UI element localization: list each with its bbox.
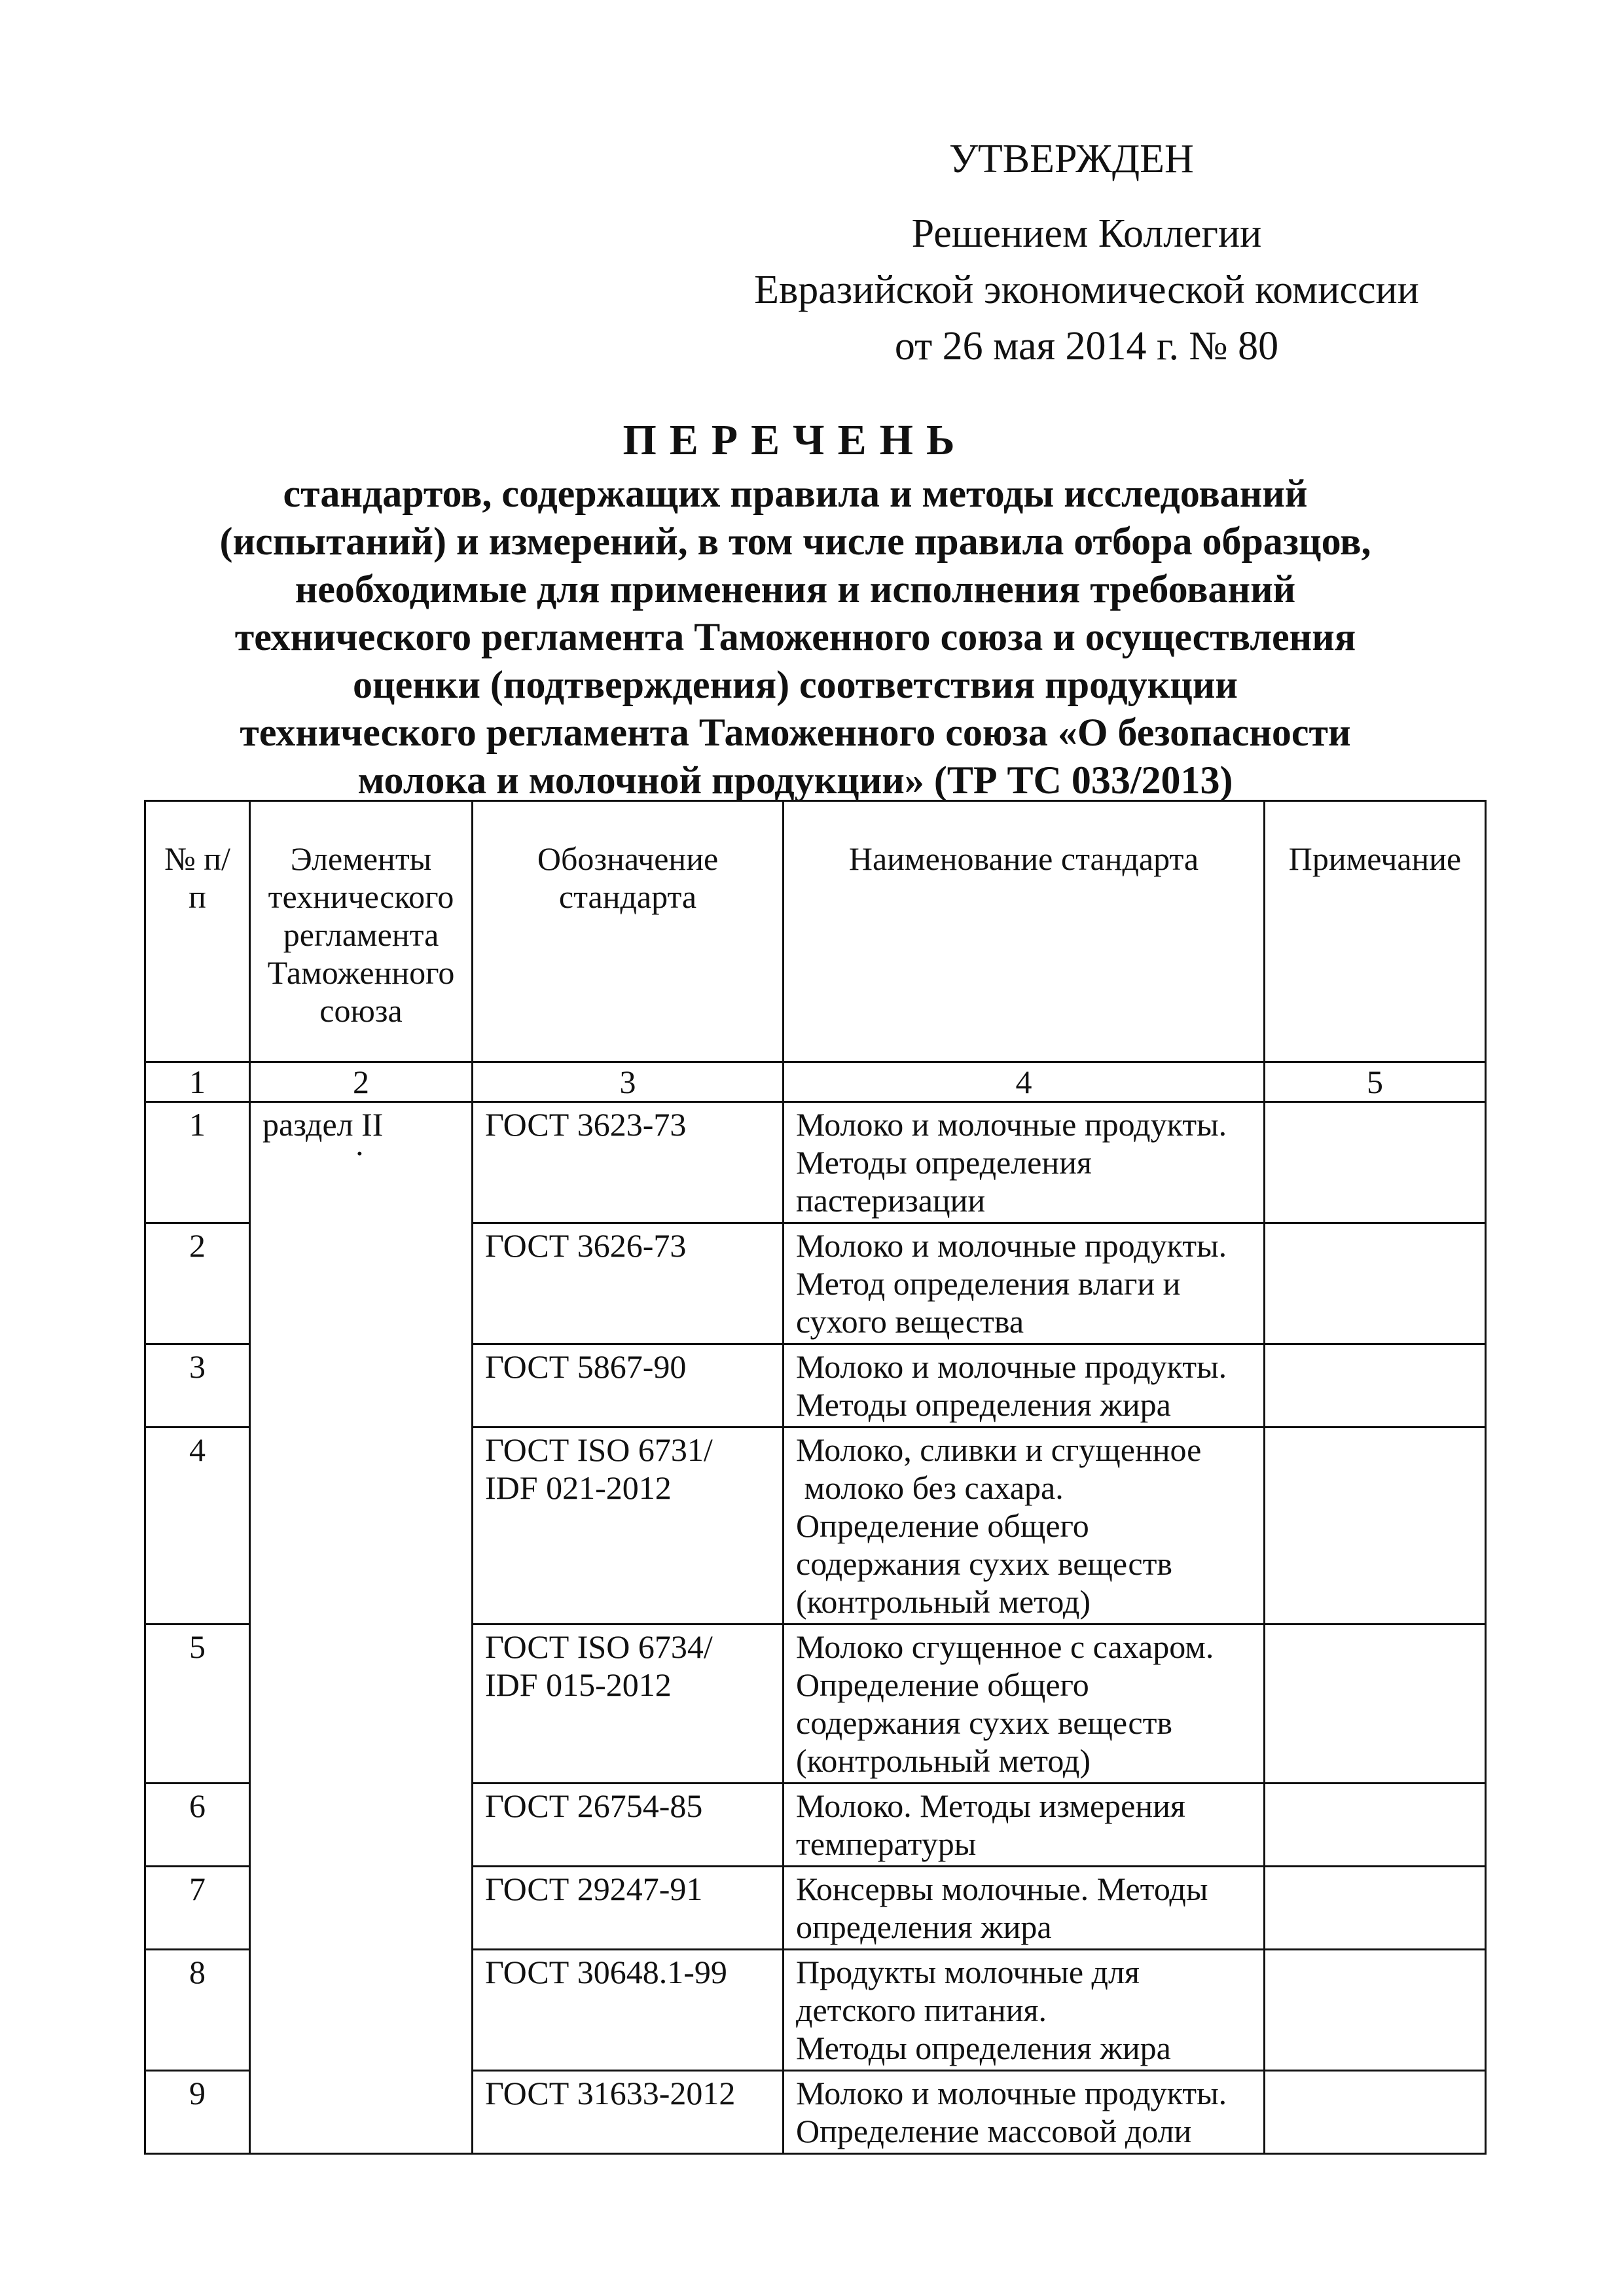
standard-code-line: ГОСТ 3626-73: [485, 1227, 687, 1264]
standard-name-line: Методы определения: [796, 1144, 1092, 1181]
standard-name-line: Продукты молочные для: [796, 1954, 1140, 1990]
standard-name: [784, 1624, 1265, 1784]
standard-name-line: (контрольный метод): [796, 1583, 1091, 1620]
standards-table: [144, 800, 1487, 2155]
standard-name-line: молоко без сахара.: [796, 1469, 1064, 1506]
approval-block: [720, 131, 1453, 374]
regulation-section: [250, 1102, 473, 2154]
section-label: раздел II: [262, 1106, 384, 1143]
title-line: (испытаний) и измерений, в том числе правила отбора образцов,: [219, 520, 1371, 563]
standard-code-line: ГОСТ ISO 6731/: [485, 1431, 713, 1468]
row-number: 4: [145, 1427, 250, 1624]
standard-name-line: Определение общего: [796, 1507, 1089, 1544]
standard-code: [473, 1784, 784, 1867]
standard-code: [473, 1344, 784, 1427]
standard-name: [784, 1950, 1265, 2071]
standard-code: [473, 2071, 784, 2154]
standard-name-line: содержания сухих веществ: [796, 1704, 1173, 1741]
standard-name-line: Метод определения влаги и: [796, 1265, 1181, 1302]
dot-mark: ·: [354, 1135, 365, 1172]
standard-code-line: ГОСТ 5867-90: [485, 1348, 687, 1385]
standard-name: [784, 1344, 1265, 1427]
standard-name: [784, 1784, 1265, 1867]
standard-name-line: (контрольный метод): [796, 1742, 1091, 1779]
row-number: 3: [145, 1344, 250, 1427]
title-line: молока и молочной продукции» (ТР ТС 033/2013): [357, 759, 1233, 802]
standard-code: [473, 1867, 784, 1950]
standard-code-line: ГОСТ 3623-73: [485, 1106, 687, 1143]
document-title: [144, 411, 1447, 804]
title-line: необходимые для применения и исполнения требований: [295, 567, 1296, 611]
standard-code: [473, 1427, 784, 1624]
column-number: 1: [145, 1062, 250, 1102]
header-elements: Элементы технического регламента Таможенного союза: [250, 801, 473, 1062]
row-number: 1: [145, 1102, 250, 1223]
standard-name: [784, 1427, 1265, 1624]
standard-name-line: Молоко и молочные продукты.: [796, 1227, 1227, 1264]
standard-name-line: температуры: [796, 1825, 977, 1862]
standard-name-line: Молоко и молочные продукты.: [796, 1348, 1227, 1385]
column-number: 4: [784, 1062, 1265, 1102]
standard-name-line: Методы определения жира: [796, 1386, 1171, 1423]
row-number: 8: [145, 1950, 250, 2071]
note: [1265, 1102, 1486, 1223]
title-line: стандартов, содержащих правила и методы исследований: [283, 472, 1308, 515]
standard-name-line: пастеризации: [796, 1182, 986, 1219]
row-number: 7: [145, 1867, 250, 1950]
table-header-row: [145, 801, 1486, 1062]
header-code: Обозначение стандарта: [473, 801, 784, 1062]
row-number: 5: [145, 1624, 250, 1784]
approval-line-1: Решением Коллегии: [911, 211, 1262, 256]
standard-name-line: Молоко и молочные продукты.: [796, 1106, 1227, 1143]
standard-code-line: ГОСТ 30648.1-99: [485, 1954, 727, 1990]
column-number-row: [145, 1062, 1486, 1102]
header-note: Примечание: [1265, 801, 1486, 1062]
standard-code-line: IDF 021-2012: [485, 1469, 672, 1506]
standard-code: [473, 1950, 784, 2071]
title-line: технического регламента Таможенного союза и осуществления: [234, 615, 1356, 658]
standard-name: [784, 1223, 1265, 1344]
standard-name-line: Определение массовой доли: [796, 2113, 1192, 2149]
column-number: 2: [250, 1062, 473, 1102]
approval-heading: УТВЕРЖДЕН: [949, 137, 1194, 181]
standard-code-line: IDF 015-2012: [485, 1666, 672, 1703]
standard-name-line: Молоко. Методы измерения: [796, 1787, 1185, 1824]
note: [1265, 1223, 1486, 1344]
standard-name: [784, 2071, 1265, 2154]
note: [1265, 1427, 1486, 1624]
approval-line-3: от 26 мая 2014 г. № 80: [894, 324, 1279, 368]
standard-name-line: Определение общего: [796, 1666, 1089, 1703]
standard-code-line: ГОСТ 31633-2012: [485, 2075, 736, 2111]
title-line: оценки (подтверждения) соответствия продукции: [353, 663, 1238, 706]
note: [1265, 1784, 1486, 1867]
standard-code-line: ГОСТ 29247-91: [485, 1871, 703, 1907]
standard-name: [784, 1102, 1265, 1223]
note: [1265, 1624, 1486, 1784]
note: [1265, 2071, 1486, 2154]
standard-code: [473, 1223, 784, 1344]
header-number: № п/п: [145, 801, 250, 1062]
standard-name: [784, 1867, 1265, 1950]
approval-line-2: Евразийской экономической комиссии: [754, 268, 1419, 312]
row-number: 6: [145, 1784, 250, 1867]
standard-name-line: Молоко и молочные продукты.: [796, 2075, 1227, 2111]
standard-name-line: Методы определения жира: [796, 2030, 1171, 2066]
column-number: 5: [1265, 1062, 1486, 1102]
row-number: 2: [145, 1223, 250, 1344]
standard-code-line: ГОСТ 26754-85: [485, 1787, 703, 1824]
note: [1265, 1867, 1486, 1950]
row-number: 9: [145, 2071, 250, 2154]
title-main: ПЕРЕЧЕНЬ: [623, 416, 968, 464]
standard-name-line: детского питания.: [796, 1992, 1047, 2028]
table-row: [145, 1102, 1486, 1223]
standard-name-line: определения жира: [796, 1909, 1052, 1945]
column-number: 3: [473, 1062, 784, 1102]
note: [1265, 1950, 1486, 2071]
standard-name-line: Консервы молочные. Методы: [796, 1871, 1208, 1907]
standard-code-line: ГОСТ ISO 6734/: [485, 1628, 713, 1665]
title-line: технического регламента Таможенного союза «О безопасности: [240, 711, 1351, 754]
standard-name-line: Молоко сгущенное с сахаром.: [796, 1628, 1214, 1665]
standard-name-line: содержания сухих веществ: [796, 1545, 1173, 1582]
standard-name-line: сухого вещества: [796, 1303, 1024, 1340]
standard-code: [473, 1102, 784, 1223]
standard-name-line: Молоко, сливки и сгущенное: [796, 1431, 1202, 1468]
note: [1265, 1344, 1486, 1427]
header-name: Наименование стандарта: [784, 801, 1265, 1062]
standard-code: [473, 1624, 784, 1784]
